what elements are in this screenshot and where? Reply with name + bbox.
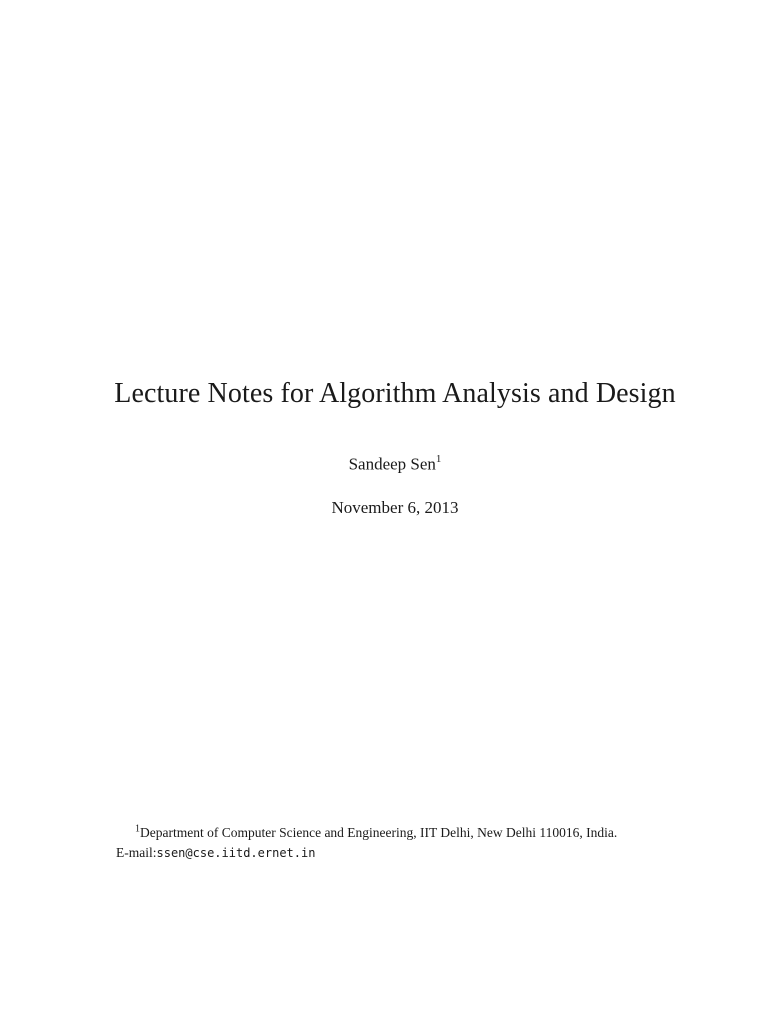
document-title: Lecture Notes for Algorithm Analysis and Design [114,378,676,409]
author-line [0,454,768,475]
author-name: Sandeep Sen [348,454,436,474]
author-footnote-mark: 1 [435,453,442,465]
footnote-mark: 1 [135,823,140,835]
document-date: November 6, 2013 [331,498,459,517]
footnote [116,823,716,863]
email-address: ssen@cse.iitd.ernet.in [156,846,316,860]
footnote-email-line [116,843,716,863]
footnote-affiliation-line [116,823,716,843]
footnote-affiliation: Department of Computer Science and Engineering, IIT Delhi, New Delhi 110016, India. [140,825,618,840]
email-label: E-mail: [116,845,157,860]
